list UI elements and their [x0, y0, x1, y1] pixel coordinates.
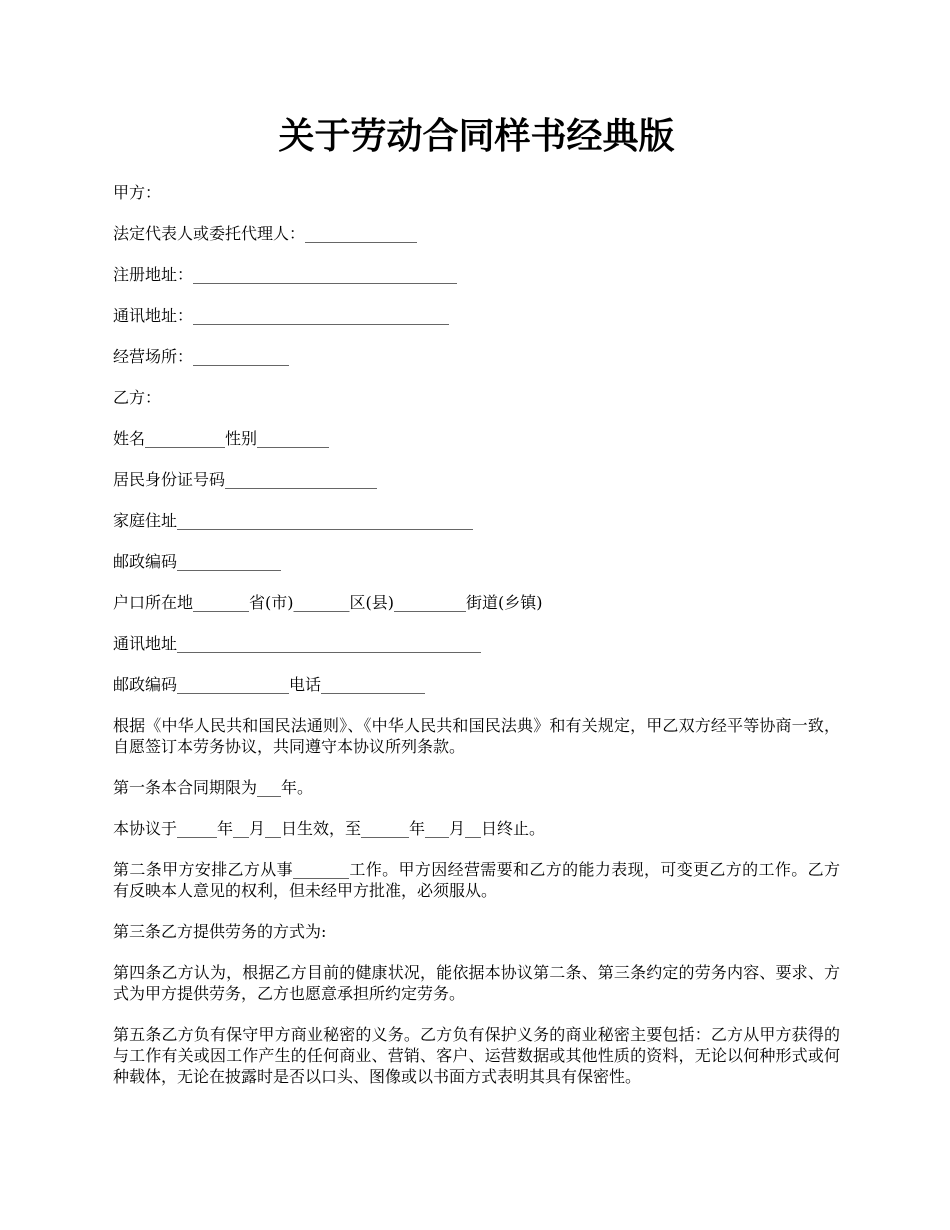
party-b-label: 乙方：: [113, 388, 162, 407]
postal-code-field: 邮政编码_____________: [113, 552, 282, 571]
document-body: [113, 182, 840, 1087]
article-3-paragraph: 第三条乙方提供劳务的方式为:: [113, 922, 327, 941]
contact-address-field: 通讯地址______________________________________: [113, 634, 482, 653]
home-address-field: 家庭住址_____________________________________: [113, 511, 474, 530]
postal-code-phone-field: 邮政编码______________电话_____________: [113, 675, 426, 694]
preamble-paragraph: 根据《中华人民共和国民法通则》、《中华人民共和国民法典》和有关规定，甲乙双方经平等协商一致，自愿签订本劳务协议，共同遵守本协议所列条款。: [113, 716, 840, 756]
mailing-address-field: 通讯地址：________________________________: [113, 306, 450, 325]
legal-representative-field: 法定代表人或委托代理人：______________: [113, 224, 418, 243]
document-title: 关于劳动合同样书经典版: [278, 115, 675, 157]
business-premises-field: 经营场所：____________: [113, 347, 290, 366]
name-gender-field: 姓名__________性别_________: [113, 429, 330, 448]
id-number-field: 居民身份证号码___________________: [113, 470, 378, 489]
article-2-paragraph: 第二条甲方安排乙方从事_______工作。甲方因经营需要和乙方的能力表现，可变更乙方的工作。乙方有反映本人意见的权利，但未经甲方批准，必须服从。: [113, 860, 840, 900]
article-1-paragraph: 第一条本合同期限为___年。: [113, 778, 314, 797]
household-registration-field: 户口所在地_______省(市)_______区(县)_________街道(乡镇): [113, 593, 543, 612]
article-5-paragraph: 第五条乙方负有保守甲方商业秘密的义务。乙方负有保护义务的商业秘密主要包括：乙方从甲方获得的与工作有关或因工作产生的任何商业、营销、客户、运营数据或其他性质的资料，无论以何种形式或何种载体，无论在披露时是否以口头、图像或以书面方式表明其具有保密性。: [113, 1025, 840, 1086]
party-a-label: 甲方：: [113, 183, 162, 202]
agreement-term-paragraph: 本协议于_____年__月__日生效，至______年___月__日终止。: [113, 819, 546, 838]
article-4-paragraph: 第四条乙方认为，根据乙方目前的健康状况，能依据本协议第二条、第三条约定的劳务内容、要求、方式为甲方提供劳务，乙方也愿意承担所约定劳务。: [113, 963, 840, 1003]
registered-address-field: 注册地址：_________________________________: [113, 265, 458, 284]
